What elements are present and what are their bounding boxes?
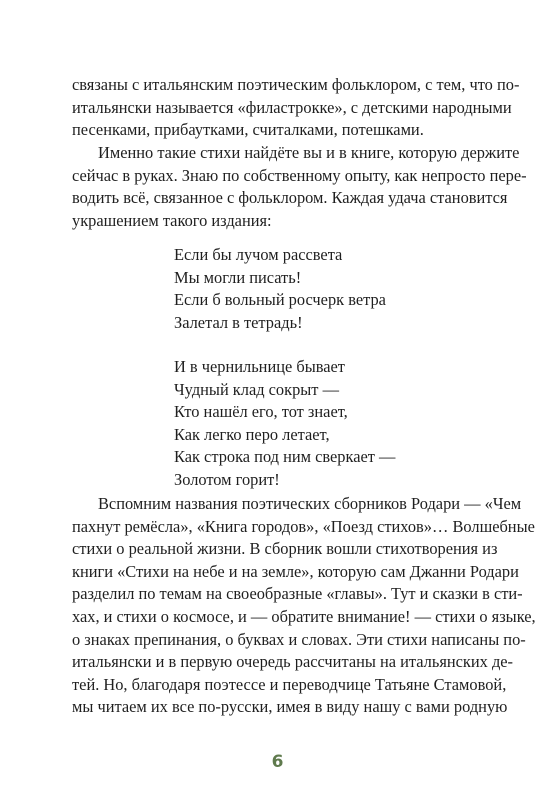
text-line: пахнут ремёсла», «Книга городов», «Поезд стихов»… Волшебные [72,516,535,536]
poem-verse: Кто нашёл его, тот знает, [174,402,348,422]
paragraph-continued [72,74,520,142]
text-line: украшением такого издания: [72,210,272,230]
text-line: о знаках препинания, о буквах и словах. Эти стихи написаны по- [72,629,526,649]
paragraph-intro-poem [72,142,527,232]
text-line: итальянски и в первую очередь рассчитаны на итальянских де- [72,652,514,672]
text-line: Именно такие стихи найдёте вы и в книге, которую держите [98,143,520,162]
poem-stanza-2 [174,356,395,492]
poem-verse: Залетал в тетрадь! [174,312,303,332]
paragraph-rodari-collections [72,493,536,719]
page-number: 6 [271,752,284,772]
text-line: книги «Стихи на небе и на земле», которую сам Джанни Родари [72,561,519,581]
poem-verse: Как строка под ним сверкает — [174,447,396,467]
text-line: стихи о реальной жизни. В сборник вошли стихотворения из [72,539,498,559]
text-line: Вспомним названия поэтических сборников Родари — «Чем [98,494,522,513]
poem-verse: Если б вольный росчерк ветра [174,290,386,310]
poem-verse: Золотом горит! [174,469,280,489]
text-line: итальянски называется «филастрокке», с детскими народными [72,97,512,117]
poem-stanza-1 [174,244,386,334]
text-line: тей. Но, благодаря поэтессе и переводчице Татьяне Стамовой, [72,674,507,694]
poem-verse: Мы могли писать! [174,267,302,287]
text-line: разделил по темам на своеобразные «главы». Тут и сказки в сти- [72,584,523,604]
poem-verse: Если бы лучом рассвета [174,245,343,264]
text-line: сейчас в руках. Знаю по собственному опыту, как непросто пере- [72,165,527,185]
poem-verse: И в чернильнице бывает [174,357,345,376]
poem-verse: Чудный клад сокрыт — [174,379,339,399]
poem-verse: Как легко перо летает, [174,424,330,444]
text-line: песенками, прибаутками, считалками, потешками. [72,120,424,140]
text-line: хах, и стихи о космосе, и — обратите внимание! — стихи о языке, [72,606,536,626]
text-line: мы читаем их все по-русски, имея в виду нашу с вами родную [72,697,508,717]
text-line: водить всё, связанное с фольклором. Каждая удача становится [72,188,508,208]
text-line: связаны с итальянским поэтическим фольклором, с тем, что по- [72,75,520,94]
